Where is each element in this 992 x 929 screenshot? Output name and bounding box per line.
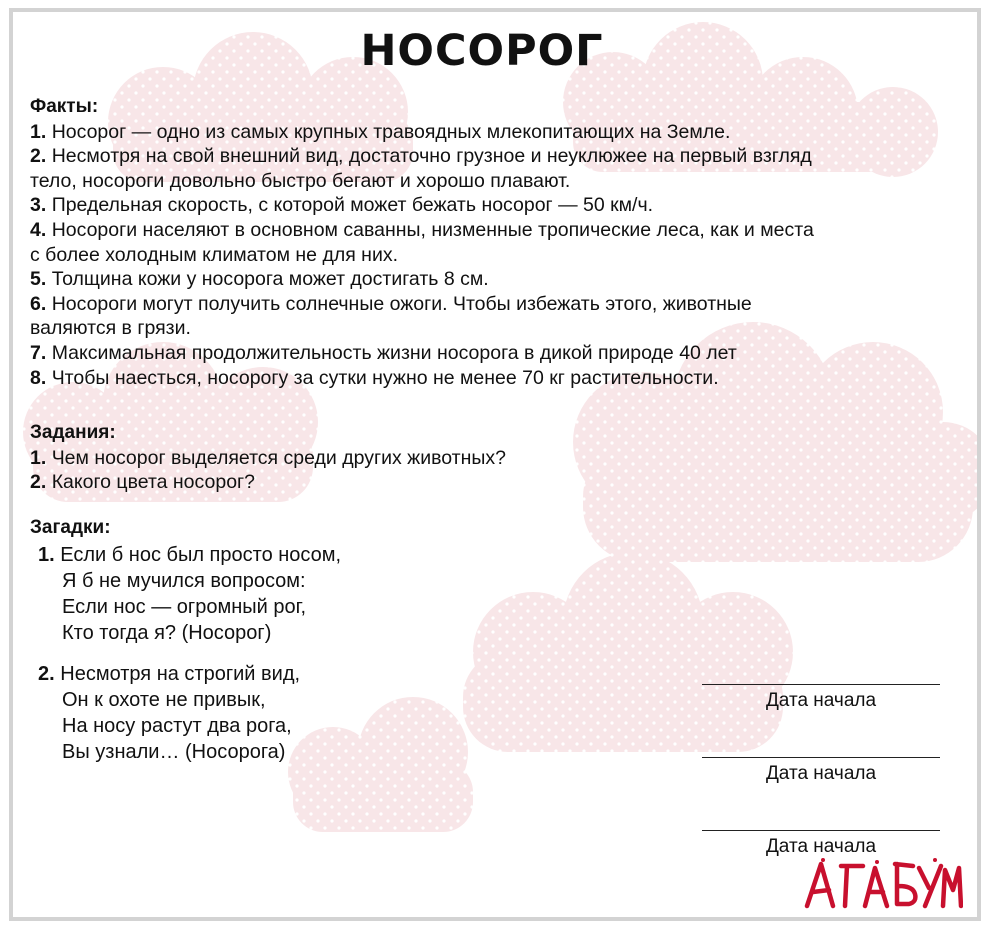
fact-item: 2. Несмотря на свой внешний вид, достаточно грузное и неуклюжее на первый взгляд bbox=[30, 145, 812, 168]
riddles-section bbox=[30, 516, 111, 541]
fact-item-continued: валяются в грязи. bbox=[30, 317, 191, 340]
riddle-line: Если б нос был просто носом, bbox=[60, 544, 342, 566]
riddle-line: Я б не мучился вопросом: bbox=[62, 570, 306, 592]
riddle-number: 2. bbox=[38, 663, 55, 685]
tasks-section bbox=[30, 421, 506, 495]
fact-item-continued: с более холодным климатом не для них. bbox=[30, 243, 399, 266]
fact-item: 1. Носорог — одно из самых крупных травоядных млекопитающих на Земле. bbox=[30, 120, 731, 143]
date-line bbox=[702, 684, 940, 685]
date-line bbox=[702, 830, 940, 831]
riddle-line: Он к охоте не привык, bbox=[62, 689, 266, 711]
riddle-number: 1. bbox=[38, 544, 55, 566]
page-title: НОСОРОГ bbox=[360, 26, 604, 76]
fact-item: 8. Чтобы наесться, носорогу за сутки нужно не менее 70 кг растительности. bbox=[30, 366, 719, 389]
riddle-2 bbox=[38, 661, 300, 765]
fact-item: 5. Толщина кожи у носорога может достигать 8 см. bbox=[30, 268, 489, 291]
date-start-label: Дата начала bbox=[765, 763, 877, 784]
riddle-line: Кто тогда я? (Носорог) bbox=[62, 622, 272, 644]
fact-item-continued: тело, носороги довольно быстро бегают и хорошо плавают. bbox=[30, 169, 571, 192]
task-item: 1. Чем носорог выделяется среди других животных? bbox=[30, 446, 506, 469]
facts-section bbox=[30, 95, 814, 390]
riddle-line: Вы узнали… (Носорога) bbox=[62, 741, 286, 763]
riddle-line: Несмотря на строгий вид, bbox=[60, 663, 301, 685]
date-start-label: Дата начала bbox=[765, 690, 877, 711]
date-start-label: Дата начала bbox=[765, 836, 877, 857]
facts-heading: Факты: bbox=[30, 96, 99, 117]
fact-item: 3. Предельная скорость, с которой может бежать носорог — 50 км/ч. bbox=[30, 194, 654, 217]
riddle-line: Если нос — огромный рог, bbox=[62, 596, 307, 618]
fact-item: 6. Носороги могут получить солнечные ожоги. Чтобы избежать этого, животные bbox=[30, 292, 752, 315]
tasks-heading: Задания: bbox=[30, 422, 116, 443]
date-line bbox=[702, 757, 940, 758]
task-item: 2. Какого цвета носорог? bbox=[30, 471, 255, 494]
riddle-line: На носу растут два рога, bbox=[62, 715, 292, 737]
fact-item: 7. Максимальная продолжительность жизни носорога в дикой природе 40 лет bbox=[30, 341, 737, 364]
agabum-logo bbox=[803, 856, 963, 912]
fact-item: 4. Носороги населяют в основном саванны, низменные тропические леса, как и места bbox=[30, 218, 814, 241]
riddles-heading: Загадки: bbox=[30, 517, 111, 538]
riddle-1 bbox=[38, 542, 341, 646]
